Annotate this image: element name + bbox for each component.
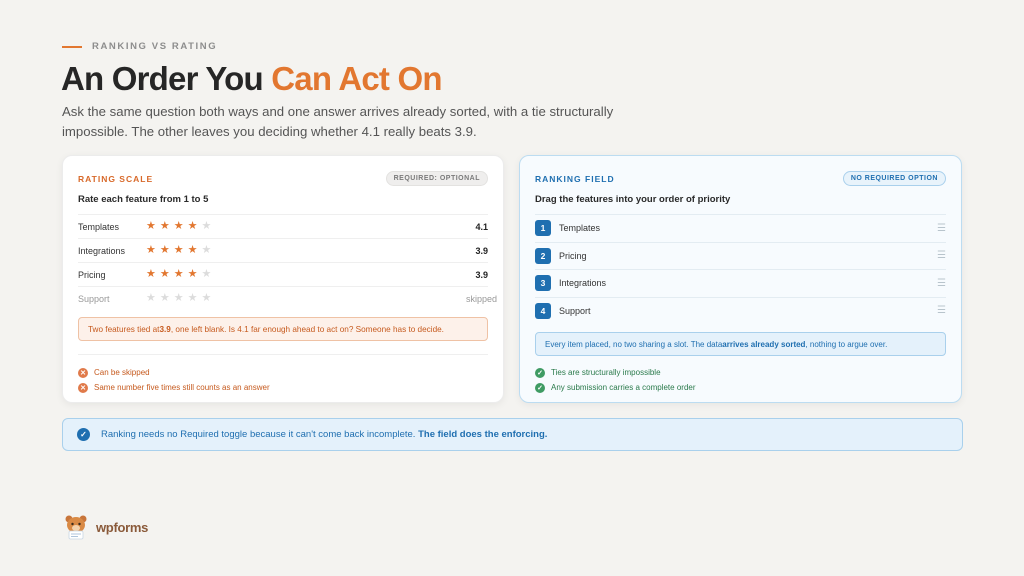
star-filled-icon[interactable]: ★: [146, 220, 156, 232]
rating-instruction: Rate each feature from 1 to 5: [78, 194, 209, 205]
rating-row-integrations: [78, 238, 488, 262]
star-filled-icon[interactable]: ★: [159, 268, 170, 280]
banner-bold: The field does the enforcing.: [418, 429, 548, 440]
eyebrow-rule: [62, 46, 82, 48]
star-filled-icon[interactable]: ★: [173, 268, 184, 280]
star-empty-icon[interactable]: ★: [201, 244, 212, 256]
ranking-card: [519, 155, 962, 403]
feature-name: Integrations: [78, 245, 126, 256]
star-empty-icon[interactable]: ★: [173, 292, 184, 304]
check-circle-icon: ✓: [535, 383, 545, 393]
star-rating[interactable]: [146, 245, 475, 256]
warning-post: , one left blank. Is 4.1 far enough ahead to act on? Someone has to decide.: [170, 324, 444, 334]
divider: [78, 354, 488, 355]
rating-value: 3.9: [475, 269, 488, 280]
star-filled-icon[interactable]: ★: [173, 220, 184, 232]
star-empty-icon[interactable]: ★: [187, 292, 198, 304]
ranking-item-label: Support: [559, 305, 591, 316]
drawback-item: [78, 365, 270, 380]
ranking-item-label: Integrations: [559, 278, 607, 289]
logo-text: wpforms: [96, 519, 149, 535]
drag-handle-icon[interactable]: ☰: [937, 222, 946, 234]
banner-text: [101, 429, 547, 440]
star-filled-icon[interactable]: ★: [187, 268, 198, 280]
no-required-badge: NO REQUIRED OPTION: [843, 171, 946, 186]
drag-handle-icon[interactable]: ☰: [937, 305, 946, 317]
star-empty-icon[interactable]: ★: [159, 292, 170, 304]
required-badge: REQUIRED: OPTIONAL: [386, 171, 488, 186]
star-empty-icon[interactable]: ★: [201, 268, 212, 280]
rating-drawbacks: [78, 365, 270, 395]
benefit-text: Any submission carries a complete order: [551, 383, 696, 392]
title-accent: Can Act On: [271, 60, 442, 97]
rating-card: [62, 155, 504, 403]
info-pre: Every item placed, no two sharing a slot. The data: [545, 339, 723, 349]
x-circle-icon: ✕: [78, 383, 88, 393]
feature-name: Templates: [78, 221, 120, 232]
ranking-item[interactable]: [535, 297, 946, 325]
rank-number: 2: [535, 248, 551, 264]
ranking-item-label: Pricing: [559, 250, 587, 261]
rating-value: 3.9: [475, 245, 488, 256]
star-filled-icon[interactable]: ★: [146, 244, 156, 256]
ranking-card-header: [535, 171, 946, 186]
star-rating[interactable]: [146, 221, 475, 232]
rank-number: 3: [535, 275, 551, 291]
star-filled-icon[interactable]: ★: [146, 268, 156, 280]
ranking-item[interactable]: [535, 214, 946, 242]
rating-rows: [78, 214, 497, 310]
feature-name: Pricing: [78, 269, 106, 280]
ranking-rows: [535, 214, 946, 324]
rating-card-header: [78, 171, 488, 186]
warning-bold: 3.9: [159, 324, 171, 334]
summary-banner: [62, 418, 963, 451]
rating-card-kicker: RATING SCALE: [78, 173, 154, 184]
rank-number: 1: [535, 220, 551, 236]
star-filled-icon[interactable]: ★: [159, 220, 170, 232]
star-empty-icon[interactable]: ★: [201, 220, 212, 232]
ranking-card-kicker: RANKING FIELD: [535, 173, 615, 184]
x-circle-icon: ✕: [78, 368, 88, 378]
star-filled-icon[interactable]: ★: [187, 244, 198, 256]
sorted-info: [535, 332, 946, 356]
eyebrow-text: RANKING VS RATING: [92, 41, 218, 52]
rating-value: skipped: [465, 293, 497, 304]
rating-value: 4.1: [475, 221, 488, 232]
star-empty-icon[interactable]: ★: [146, 292, 156, 304]
warning-pre: Two features tied at: [88, 324, 160, 334]
bear-mascot-icon: [62, 514, 90, 540]
info-bold: arrives already sorted: [722, 339, 806, 349]
star-rating[interactable]: [146, 293, 466, 304]
star-empty-icon[interactable]: ★: [201, 292, 212, 304]
star-filled-icon[interactable]: ★: [159, 244, 170, 256]
rating-row-templates: [78, 214, 488, 238]
wpforms-logo: [62, 514, 148, 540]
banner-plain: Ranking needs no Required toggle because it can't come back incomplete.: [101, 429, 419, 440]
page-subtitle: Ask the same question both ways and one answer arrives already sorted, with a tie structurally impossible. The other leaves you deciding whether 4.1 really beats 3.9.: [62, 104, 614, 139]
drawback-text: Can be skipped: [94, 368, 150, 377]
star-filled-icon[interactable]: ★: [187, 220, 198, 232]
title-plain: An Order You: [61, 60, 272, 97]
ranking-item[interactable]: [535, 242, 946, 270]
rating-row-support: [78, 286, 497, 310]
ranking-instruction: Drag the features into your order of priority: [535, 194, 731, 205]
drawback-item: [78, 380, 270, 395]
feature-name: Support: [78, 293, 110, 304]
ranking-item[interactable]: [535, 269, 946, 297]
eyebrow: [62, 41, 217, 52]
tie-warning: [78, 317, 488, 341]
page-title: [61, 60, 442, 98]
benefit-item: [535, 380, 696, 395]
rank-number: 4: [535, 303, 551, 319]
rating-row-pricing: [78, 262, 488, 286]
star-rating[interactable]: [146, 269, 475, 280]
drawback-text: Same number five times still counts as an answer: [94, 383, 270, 392]
ranking-item-label: Templates: [559, 223, 601, 234]
benefit-item: [535, 365, 696, 380]
check-circle-icon: ✓: [535, 368, 545, 378]
drag-handle-icon[interactable]: ☰: [937, 277, 946, 289]
ranking-benefits: [535, 365, 696, 395]
check-circle-icon: ✓: [77, 428, 90, 441]
benefit-text: Ties are structurally impossible: [551, 368, 661, 377]
info-post: , nothing to argue over.: [805, 339, 888, 349]
star-filled-icon[interactable]: ★: [173, 244, 184, 256]
drag-handle-icon[interactable]: ☰: [937, 250, 946, 262]
